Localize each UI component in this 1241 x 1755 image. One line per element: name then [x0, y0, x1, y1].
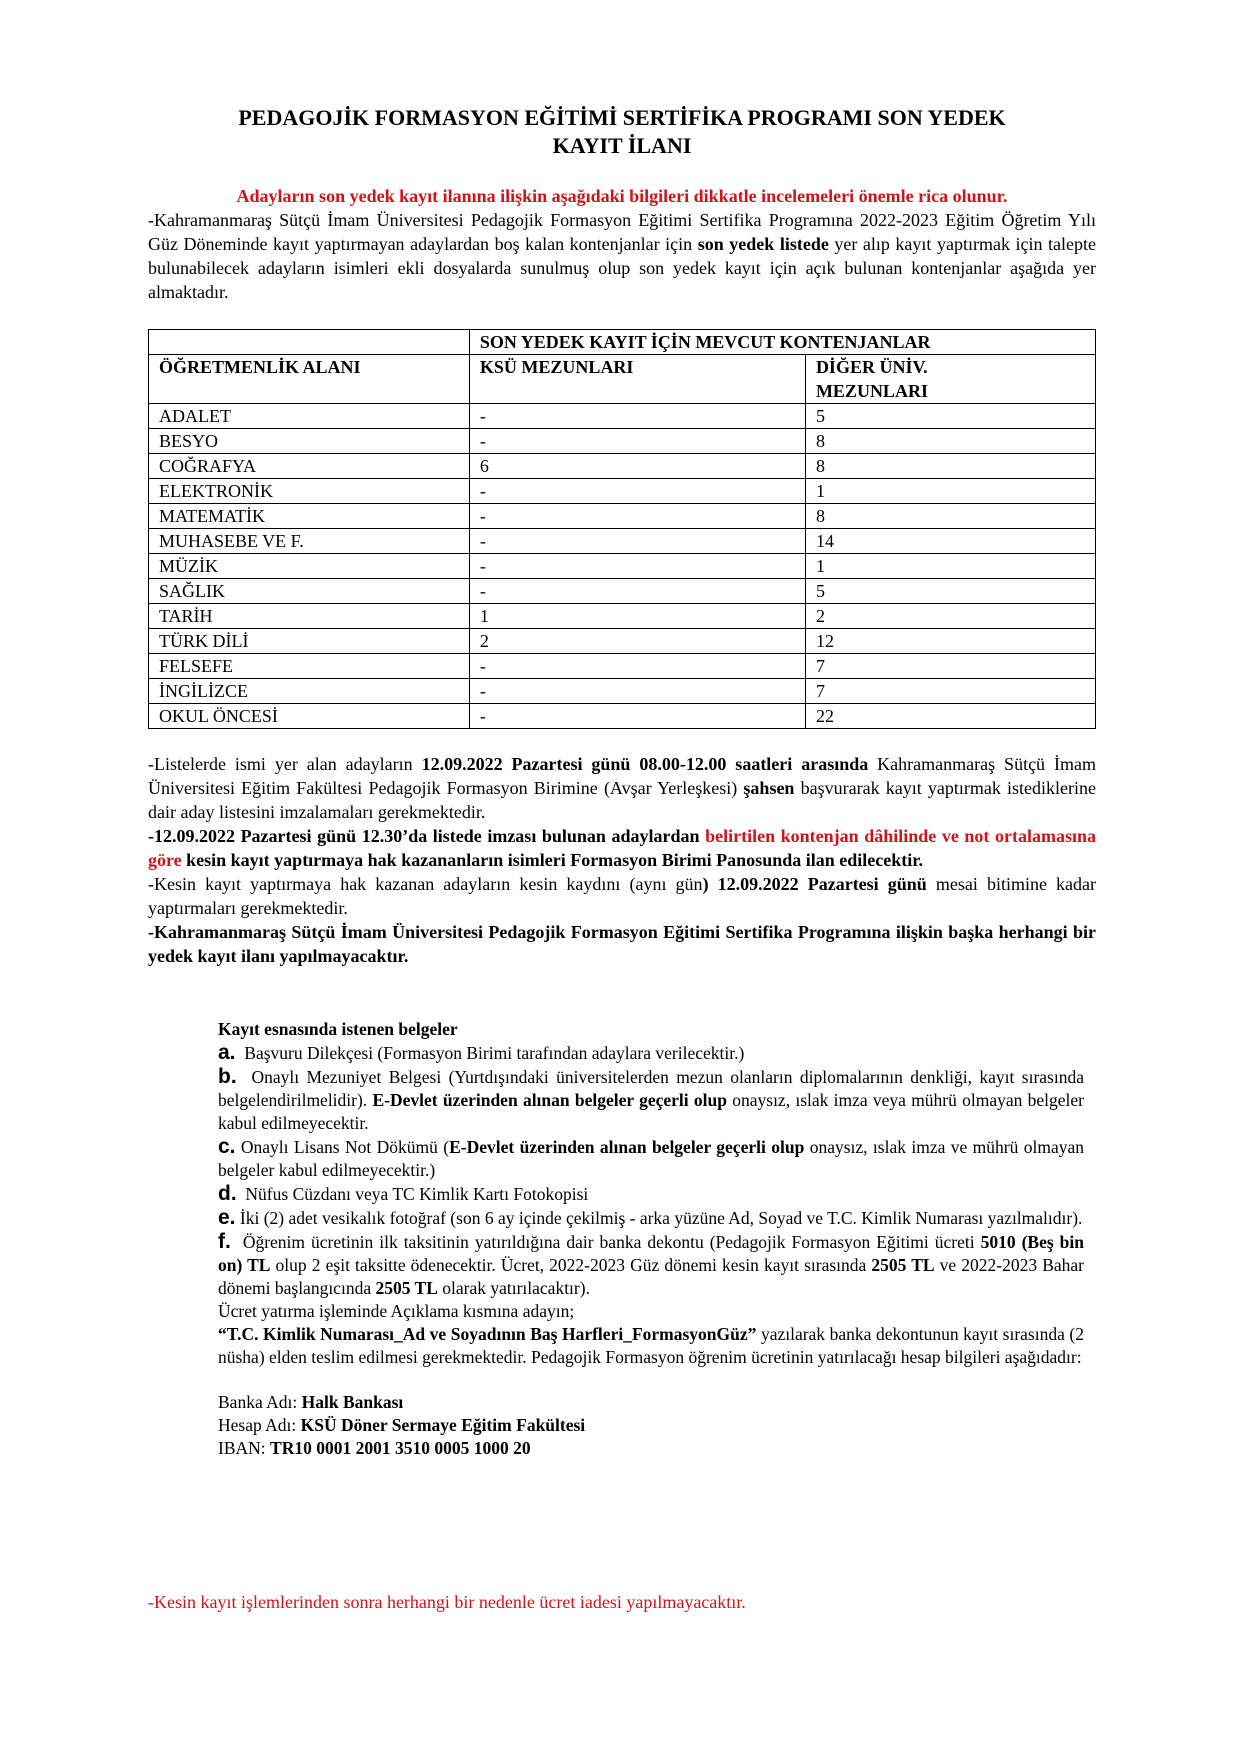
table-row: [149, 554, 1096, 579]
table-row: [149, 454, 1096, 479]
documents-heading: Kayıt esnasında istenen belgeler: [218, 1019, 458, 1039]
title-line-2: KAYIT İLANI: [552, 133, 692, 158]
doc-item-d: d. Nüfus Cüzdanı veya TC Kimlik Kartı Fotokopisi: [218, 1182, 589, 1205]
cell-other: 14: [805, 529, 1095, 554]
table-header-row: [149, 355, 1096, 404]
payment-line: Ücret yatırma işleminde Açıklama kısmına adayın;: [218, 1301, 575, 1321]
table-row: [149, 654, 1096, 679]
cell-field: MUHASEBE VE F.: [149, 529, 470, 554]
table-row: [149, 604, 1096, 629]
cell-ksu: -: [469, 654, 805, 679]
lead-notice: Adayların son yedek kayıt ilanına ilişkin aşağıdaki bilgileri dikkatle incelemeleri önemle rica olunur.: [236, 186, 1008, 206]
col-field-header: ÖĞRETMENLİK ALANI: [149, 355, 470, 404]
cell-ksu: -: [469, 679, 805, 704]
cell-other: 5: [805, 404, 1095, 429]
cell-field: ELEKTRONİK: [149, 479, 470, 504]
cell-ksu: 1: [469, 604, 805, 629]
cell-other: 12: [805, 629, 1095, 654]
group-header: SON YEDEK KAYIT İÇİN MEVCUT KONTENJANLAR: [469, 330, 1095, 355]
cell-field: BESYO: [149, 429, 470, 454]
cell-other: 8: [805, 454, 1095, 479]
cell-other: 22: [805, 704, 1095, 729]
table-row: [149, 504, 1096, 529]
quota-table: [148, 329, 1096, 729]
col-ksu-header: KSÜ MEZUNLARI: [469, 355, 805, 404]
notes-section: [148, 752, 1096, 968]
cell-other: 8: [805, 504, 1095, 529]
cell-ksu: -: [469, 554, 805, 579]
cell-other: 7: [805, 654, 1095, 679]
cell-other: 8: [805, 429, 1095, 454]
doc-item-a: a. Başvuru Dilekçesi (Formasyon Birimi tarafından adaylara verilecektir.): [218, 1041, 745, 1064]
cell-ksu: -: [469, 704, 805, 729]
cell-field: ADALET: [149, 404, 470, 429]
cell-field: OKUL ÖNCESİ: [149, 704, 470, 729]
note-3: -Kesin kayıt yaptırmaya hak kazanan adayların kesin kaydını (aynı gün) 12.09.2022 Pazartesi günü mesai bitimine kadar yaptırmaları gerekmektedir.: [148, 874, 1096, 918]
page-title: [148, 104, 1096, 160]
cell-field: COĞRAFYA: [149, 454, 470, 479]
refund-note: -Kesin kayıt işlemlerinden sonra herhangi bir nedenle ücret iadesi yapılmayacaktır.: [148, 1592, 746, 1612]
table-row: [149, 404, 1096, 429]
col-other-header: DİĞER ÜNİV. MEZUNLARI: [805, 355, 1095, 404]
table-row: [149, 529, 1096, 554]
cell-field: SAĞLIK: [149, 579, 470, 604]
cell-ksu: 2: [469, 629, 805, 654]
table-row: [149, 679, 1096, 704]
cell-field: İNGİLİZCE: [149, 679, 470, 704]
cell-field: TARİH: [149, 604, 470, 629]
doc-item-f: f. Öğrenim ücretinin ilk taksitinin yatırıldığına dair banka dekontu (Pedagojik Formasyon Eğitimi ücreti 5010 (Beş bin on) TL olup 2 eşit taksitte ödenecektir. Ücret, 2022-2023 Güz dönemi kesin kayıt sırasında 2505 TL ve 2022-2023 Bahar dönemi başlangıcında 2505 TL olarak yatırılacaktır).: [218, 1230, 1085, 1298]
cell-field: MÜZİK: [149, 554, 470, 579]
iban: IBAN: TR10 0001 2001 3510 0005 1000 20: [218, 1438, 531, 1458]
cell-other: 1: [805, 479, 1095, 504]
cell-other: 7: [805, 679, 1095, 704]
cell-ksu: -: [469, 404, 805, 429]
payment-instruction: “T.C. Kimlik Numarası_Ad ve Soyadının Baş Harfleri_FormasyonGüz” yazılarak banka dekontunun kayıt sırasında (2 nüsha) elden teslim edilmesi gerekmektedir. Pedagojik Formasyon öğrenim ücretinin yatırılacağı hesap bilgileri aşağıdadır:: [218, 1324, 1084, 1367]
table-row: [149, 429, 1096, 454]
note-2: -12.09.2022 Pazartesi günü 12.30’da listede imzası bulunan adaylardan belirtilen kontenjan dâhilinde ve not ortalamasına göre kesin kayıt yaptırmaya hak kazananların isimleri Formasyon Birimi Panosunda ilan edilecektir.: [148, 826, 1096, 870]
document-page: [148, 104, 1097, 1612]
cell-ksu: 6: [469, 454, 805, 479]
doc-item-e: e. İki (2) adet vesikalık fotoğraf (son 6 ay içinde çekilmiş - arka yüzüne Ad, Soyad ve T.C. Kimlik Numarası yazılmalıdır).: [218, 1206, 1083, 1229]
doc-item-c: c. Onaylı Lisans Not Dökümü (E-Devlet üzerinden alınan belgeler geçerli olup onaysız, ıslak imza ve mührü olmayan belgeler kabul edilmeyecektir.): [218, 1135, 1085, 1180]
table-row: [149, 479, 1096, 504]
cell-field: FELSEFE: [149, 654, 470, 679]
table-row: [149, 579, 1096, 604]
table-row: [149, 704, 1096, 729]
cell-ksu: -: [469, 529, 805, 554]
bank-name: Banka Adı: Halk Bankası: [218, 1392, 404, 1412]
cell-ksu: -: [469, 504, 805, 529]
intro-paragraph: -Kahramanmaraş Sütçü İmam Üniversitesi Pedagojik Formasyon Eğitimi Sertifika Programına 2022-2023 Eğitim Öğretim Yılı Güz Döneminde kayıt yaptırmayan adaylardan boş kalan kontenjanlar için son yedek listede yer alıp kayıt yaptırmak için talepte bulunabilecek adayların isimleri ekli dosyalarda sunulmuş olup son yedek kayıt için açık bulunan kontenjanlar aşağıda yer almaktadır.: [148, 210, 1096, 302]
cell-other: 2: [805, 604, 1095, 629]
cell-ksu: -: [469, 429, 805, 454]
cell-other: 5: [805, 579, 1095, 604]
account-name: Hesap Adı: KSÜ Döner Sermaye Eğitim Fakültesi: [218, 1415, 586, 1435]
cell-ksu: -: [469, 479, 805, 504]
cell-other: 1: [805, 554, 1095, 579]
table-header-row: [149, 330, 1096, 355]
title-line-1: PEDAGOJİK FORMASYON EĞİTİMİ SERTİFİKA PROGRAMI SON YEDEK: [238, 105, 1006, 130]
note-4: -Kahramanmaraş Sütçü İmam Üniversitesi Pedagojik Formasyon Eğitimi Sertifika Programına ilişkin başka herhangi bir yedek kayıt ilanı yapılmayacaktır.: [148, 922, 1096, 966]
header-blank-cell: [149, 330, 470, 355]
doc-item-b: b. Onaylı Mezuniyet Belgesi (Yurtdışındaki üniversitelerden mezun olanların diplomalarının denkliği, kayıt sırasında belgelendirilmelidir). E-Devlet üzerinden alınan belgeler geçerli olup onaysız, ıslak imza veya mührü olmayan belgeler kabul edilmeyecektir.: [218, 1065, 1085, 1133]
required-documents: [218, 1018, 1084, 1460]
cell-ksu: -: [469, 579, 805, 604]
note-1: -Listelerde ismi yer alan adayların 12.09.2022 Pazartesi günü 08.00-12.00 saatleri arasında Kahramanmaraş Sütçü İmam Üniversitesi Eğitim Fakültesi Pedagojik Formasyon Birimine (Avşar Yerleşkesi) şahsen başvurarak kayıt yaptırmak istediklerine dair aday listesini imzalamaları gerekmektedir.: [148, 754, 1097, 822]
table-row: [149, 629, 1096, 654]
cell-field: MATEMATİK: [149, 504, 470, 529]
cell-field: TÜRK DİLİ: [149, 629, 470, 654]
